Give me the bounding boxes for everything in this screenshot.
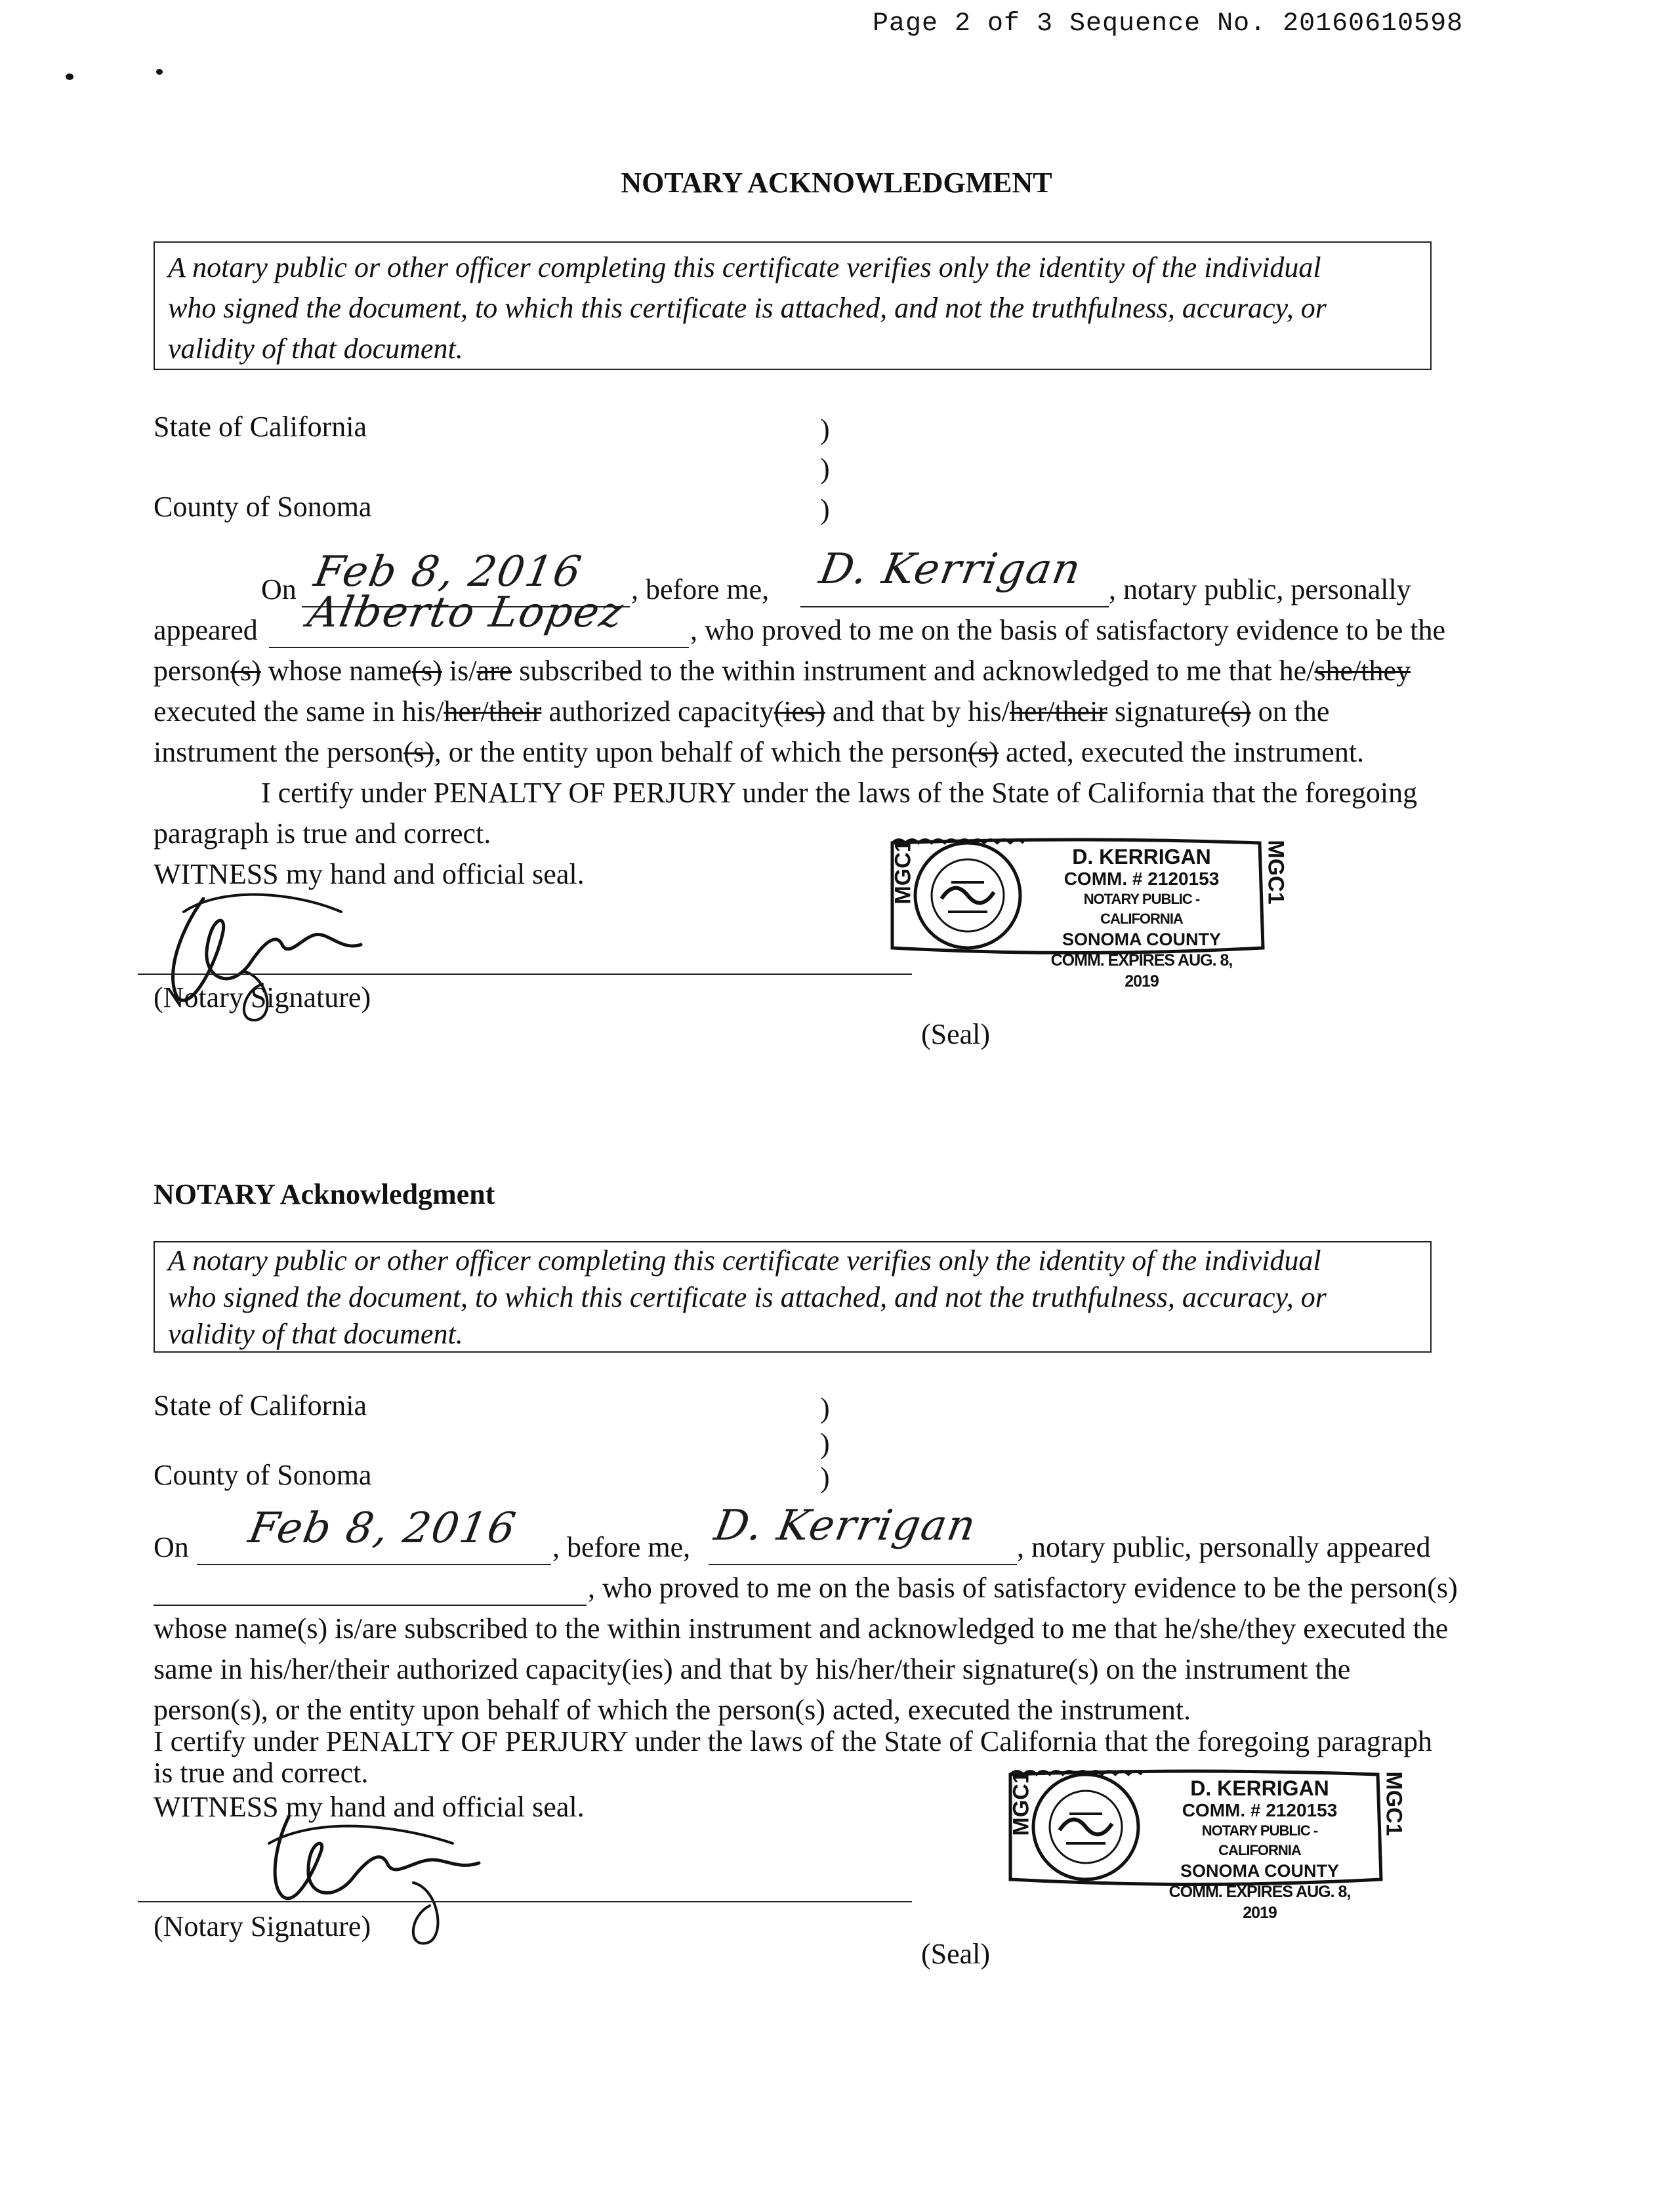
- scan-speck: [156, 69, 163, 75]
- section2-notary-public-label: , notary public, personally appeared: [1017, 1531, 1431, 1563]
- struck-text: (s): [403, 736, 434, 768]
- section1-before-me: , before me,: [631, 573, 770, 605]
- section1-on-label: On: [261, 573, 297, 605]
- struck-text: (s): [230, 655, 261, 687]
- text: is/: [442, 655, 477, 687]
- stamp-text: [1043, 845, 1240, 992]
- notary-name-blank: [709, 1564, 1017, 1565]
- section2-proved-text: , who proved to me on the basis of satisfactory evidence to be the person(s): [588, 1572, 1458, 1604]
- stamp-title: NOTARY PUBLIC - CALIFORNIA: [1083, 891, 1200, 927]
- section2-state-label: State of California: [154, 1389, 367, 1422]
- signature-line: [138, 973, 912, 975]
- text: acted, executed the instrument.: [998, 736, 1365, 768]
- section2-body-line: person(s), or the entity upon behalf of which the person(s) acted, executed the instrument.: [154, 1694, 1191, 1726]
- stamp-side-code: MGC1: [1263, 840, 1289, 905]
- section1-witness: WITNESS my hand and official seal.: [154, 858, 585, 890]
- section2-on-label: On: [154, 1531, 189, 1563]
- text: instrument the person: [154, 736, 404, 768]
- disclaimer-line: who signed the document, to which this certificate is attached, and not the truthfulness, accuracy, or: [168, 1281, 1327, 1313]
- disclaimer-line: validity of that document.: [168, 1318, 463, 1350]
- section1-state-label: State of California: [154, 411, 367, 443]
- text: on the: [1250, 695, 1330, 727]
- struck-text: her/their: [444, 695, 542, 727]
- section2-county-label: County of Sonoma: [154, 1459, 372, 1491]
- section1-body-line: [154, 732, 1364, 773]
- stamp-side-code: MGC1: [890, 840, 916, 905]
- section2-paren: ): [820, 1392, 830, 1424]
- section2-witness: WITNESS my hand and official seal.: [154, 1791, 585, 1823]
- section1-certify-line: I certify under PENALTY OF PERJURY under the laws of the State of California that the foregoing: [261, 777, 1418, 809]
- stamp-comm: COMM. # 2120153: [1182, 1800, 1338, 1820]
- notary-stamp: [886, 833, 1289, 991]
- appeared-name-handwritten: Alberto Lopez: [304, 588, 628, 637]
- section1-paren: ): [820, 413, 830, 445]
- section1-seal-label: (Seal): [921, 1018, 991, 1050]
- section2-before-me: , before me,: [552, 1531, 691, 1563]
- date-handwritten: Feb 8, 2016: [245, 1504, 520, 1553]
- scan-speck: [66, 73, 73, 80]
- stamp-name: D. KERRIGAN: [1072, 845, 1211, 869]
- section2-certify-line: I certify under PENALTY OF PERJURY under the laws of the State of California that the foregoing paragraph: [154, 1725, 1432, 1757]
- section2-paren: ): [820, 1462, 830, 1494]
- notary-name-handwritten: D. Kerrigan: [711, 1502, 981, 1550]
- stamp-county: SONOMA COUNTY: [1180, 1861, 1339, 1881]
- section1-paren: ): [820, 493, 830, 525]
- stamp-expires: COMM. EXPIRES AUG. 8, 2019: [1050, 951, 1233, 991]
- section1-title: NOTARY ACKNOWLEDGMENT: [621, 167, 1052, 199]
- text: , or the entity upon behalf of which the person: [434, 736, 968, 768]
- appeared-name-blank: [269, 647, 689, 648]
- section2-title: NOTARY Acknowledgment: [154, 1178, 495, 1210]
- notary-name-blank: [800, 606, 1109, 607]
- notary-name-handwritten: D. Kerrigan: [816, 545, 1086, 594]
- section1-county-label: County of Sonoma: [154, 491, 372, 523]
- date-handwritten: Feb 8, 2016: [310, 548, 586, 596]
- section2-signature-label: (Notary Signature): [154, 1910, 371, 1942]
- disclaimer-line: validity of that document.: [168, 333, 463, 365]
- disclaimer-line: A notary public or other officer completing this certificate verifies only the identity of the individual: [168, 1244, 1321, 1277]
- notary-stamp: [1004, 1765, 1407, 1922]
- section1-body-line: [154, 651, 1411, 691]
- struck-text: (s): [1220, 695, 1251, 727]
- struck-text: are: [476, 655, 512, 687]
- struck-text: she/they: [1314, 655, 1411, 687]
- stamp-title: NOTARY PUBLIC - CALIFORNIA: [1201, 1822, 1318, 1858]
- section1-notary-public-label: , notary public, personally: [1109, 573, 1411, 605]
- section1-proved-text: , who proved to me on the basis of satisfactory evidence to be the: [690, 614, 1446, 646]
- disclaimer-line: A notary public or other officer completing this certificate verifies only the identity of the individual: [168, 251, 1321, 283]
- section2-seal-label: (Seal): [921, 1938, 991, 1970]
- stamp-side-code: MGC1: [1381, 1771, 1407, 1836]
- appeared-name-blank: [154, 1605, 587, 1606]
- date-blank: [197, 1564, 551, 1565]
- stamp-name: D. KERRIGAN: [1190, 1776, 1329, 1800]
- text: executed the same in his/: [154, 695, 444, 727]
- struck-text: her/their: [1009, 695, 1107, 727]
- section1-disclaimer-box: [154, 241, 1432, 370]
- section1-body-line: [154, 691, 1329, 732]
- stamp-expires: COMM. EXPIRES AUG. 8, 2019: [1168, 1883, 1351, 1922]
- text: authorized capacity: [541, 695, 774, 727]
- signature-line: [138, 1901, 912, 1902]
- section1-certify-line: paragraph is true and correct.: [154, 817, 491, 850]
- section2-body-line: whose name(s) is/are subscribed to the within instrument and acknowledged to me that he/she/they executed the: [154, 1612, 1449, 1645]
- stamp-county: SONOMA COUNTY: [1062, 930, 1221, 949]
- page-sequence-header: Page 2 of 3 Sequence No. 20160610598: [873, 9, 1464, 39]
- section2-body-line: same in his/her/their authorized capacity(ies) and that by his/her/their signature(s) on the instrument the: [154, 1653, 1351, 1685]
- struck-text: (s): [411, 655, 442, 687]
- section1-paren: ): [820, 453, 830, 485]
- section2-disclaimer-box: [154, 1241, 1432, 1353]
- section2-paren: ): [820, 1427, 830, 1460]
- struck-text: (ies): [774, 695, 825, 727]
- section1-signature-label: (Notary Signature): [154, 981, 371, 1014]
- disclaimer-line: who signed the document, to which this certificate is attached, and not the truthfulness, accuracy, or: [168, 292, 1327, 324]
- stamp-side-code: MGC1: [1008, 1771, 1034, 1836]
- text: signature: [1107, 695, 1221, 727]
- section2-certify-line: is true and correct.: [154, 1757, 369, 1789]
- text: and that by his/: [825, 695, 1010, 727]
- section1-appeared-label: appeared: [154, 614, 258, 646]
- text: subscribed to the within instrument and acknowledged to me that he/: [512, 655, 1315, 687]
- stamp-text: [1161, 1776, 1358, 1923]
- struck-text: (s): [968, 736, 999, 768]
- text: person: [154, 655, 231, 687]
- stamp-comm: COMM. # 2120153: [1064, 869, 1220, 889]
- text: whose name: [260, 655, 412, 687]
